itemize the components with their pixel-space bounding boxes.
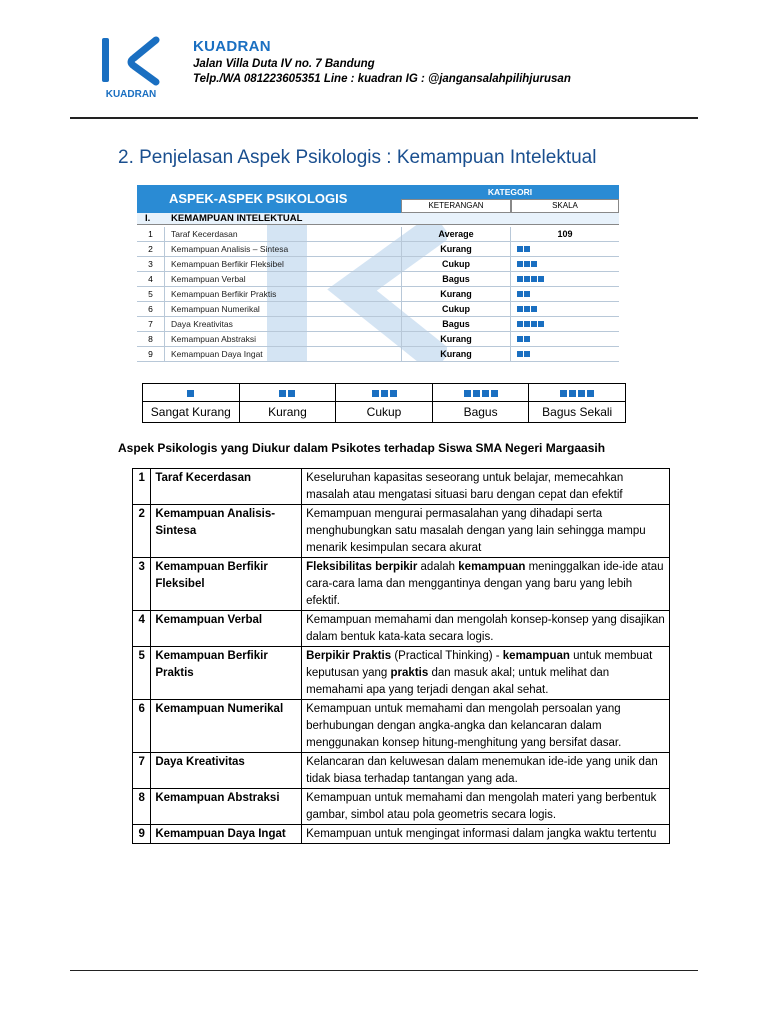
aspect-name: Kemampuan Daya Ingat bbox=[171, 349, 263, 359]
aspek-table-row bbox=[137, 242, 619, 257]
keterangan-header: KETERANGAN bbox=[401, 199, 511, 213]
aspect-description bbox=[302, 647, 670, 700]
scale-square-icon bbox=[390, 390, 397, 397]
scale-square-icon bbox=[538, 321, 544, 327]
scale-square-icon bbox=[524, 306, 530, 312]
aspect-description: Kemampuan untuk memahami dan mengolah materi yang berbentuk gambar, simbol atau pola geometris secara logis. bbox=[302, 789, 670, 825]
scale-square-icon bbox=[569, 390, 576, 397]
group-row bbox=[137, 213, 619, 225]
group-label: KEMAMPUAN INTELEKTUAL bbox=[171, 213, 303, 224]
description-fragment: untuk membuat keputusan yang bbox=[306, 650, 653, 679]
scale-square-icon bbox=[538, 276, 544, 282]
aspect-term: Kemampuan Berfikir Praktis bbox=[151, 647, 302, 700]
keterangan-value: Average bbox=[401, 227, 511, 242]
aspect-term: Kemampuan Analisis-Sintesa bbox=[151, 505, 302, 558]
contact-line: Telp./WA 081223605351 Line : kuadran IG : @jangansalahpilihjurusan bbox=[193, 73, 571, 85]
scale-square-icon bbox=[482, 390, 489, 397]
row-number: 4 bbox=[133, 611, 151, 647]
aspect-name: Kemampuan Verbal bbox=[171, 274, 246, 284]
aspect-description: Kemampuan memahami dan mengolah konsep-konsep yang disajikan dalam bentuk kata-kata secara logis. bbox=[302, 611, 670, 647]
aspek-table-row bbox=[137, 257, 619, 272]
legend-symbol-cell bbox=[143, 384, 240, 402]
description-row bbox=[133, 753, 670, 789]
group-number: I. bbox=[145, 213, 151, 224]
legend-label: Kurang bbox=[239, 402, 336, 423]
row-number: 5 bbox=[137, 287, 165, 302]
row-number: 9 bbox=[137, 347, 165, 362]
footer-divider bbox=[70, 970, 698, 971]
legend-label: Cukup bbox=[336, 402, 433, 423]
description-fragment: (Practical Thinking) - bbox=[391, 650, 503, 662]
description-fragment: dan masuk akal; untuk melihat dan memahami apa yang terjadi dengan akal sehat. bbox=[306, 667, 610, 696]
description-row bbox=[133, 505, 670, 558]
brand-name: KUADRAN bbox=[193, 38, 271, 55]
scale-squares bbox=[517, 350, 531, 359]
description-fragment: Berpikir Praktis bbox=[306, 650, 392, 662]
aspect-term: Kemampuan Abstraksi bbox=[151, 789, 302, 825]
aspect-term: Kemampuan Numerikal bbox=[151, 700, 302, 753]
scale-squares bbox=[517, 320, 545, 329]
aspek-table-row bbox=[137, 272, 619, 287]
aspect-name: Daya Kreativitas bbox=[171, 319, 233, 329]
legend-label: Bagus bbox=[432, 402, 529, 423]
aspek-table-row bbox=[137, 302, 619, 317]
scale-square-icon bbox=[491, 390, 498, 397]
logo-text: KUADRAN bbox=[105, 89, 157, 100]
scale-square-icon bbox=[517, 291, 523, 297]
section-title: 2. Penjelasan Aspek Psikologis : Kemampuan Intelektual bbox=[118, 147, 597, 168]
row-number: 6 bbox=[137, 302, 165, 317]
scale-square-icon bbox=[381, 390, 388, 397]
legend-label: Bagus Sekali bbox=[529, 402, 626, 423]
legend-label: Sangat Kurang bbox=[143, 402, 240, 423]
aspect-description bbox=[302, 558, 670, 611]
aspect-description: Kemampuan untuk memahami dan mengolah persoalan yang berhubungan dengan angka-angka dan kelancaran dalam menggunakan konsep hitung-menghitung yang bersifat dasar. bbox=[302, 700, 670, 753]
scale-squares bbox=[517, 305, 538, 314]
aspect-name: Kemampuan Berfikir Fleksibel bbox=[171, 259, 284, 269]
header-divider bbox=[70, 117, 698, 119]
scale-square-icon bbox=[187, 390, 194, 397]
aspect-term: Kemampuan Verbal bbox=[151, 611, 302, 647]
aspect-name: Kemampuan Numerikal bbox=[171, 304, 260, 314]
scale-legend-table bbox=[142, 383, 626, 423]
keterangan-value: Kurang bbox=[401, 287, 511, 302]
scale-square-icon bbox=[531, 261, 537, 267]
aspect-name: Kemampuan Analisis – Sintesa bbox=[171, 244, 289, 254]
description-fragment: praktis bbox=[390, 667, 429, 679]
keterangan-value: Cukup bbox=[401, 257, 511, 272]
scale-square-icon bbox=[524, 291, 530, 297]
skala-header: SKALA bbox=[511, 199, 619, 213]
aspect-term: Daya Kreativitas bbox=[151, 753, 302, 789]
subtitle: Aspek Psikologis yang Diukur dalam Psikotes terhadap Siswa SMA Negeri Margaasih bbox=[118, 441, 606, 455]
aspect-description-table bbox=[132, 468, 670, 844]
scale-square-icon bbox=[517, 261, 523, 267]
kategori-header: KATEGORI bbox=[401, 185, 619, 199]
aspect-name: Taraf Kecerdasan bbox=[171, 229, 238, 239]
aspect-name: Kemampuan Abstraksi bbox=[171, 334, 257, 344]
scale-square-icon bbox=[517, 306, 523, 312]
legend-symbol-cell bbox=[529, 384, 626, 402]
aspect-term: Kemampuan Berfikir Fleksibel bbox=[151, 558, 302, 611]
row-number: 2 bbox=[137, 242, 165, 257]
description-row bbox=[133, 469, 670, 505]
row-number: 8 bbox=[133, 789, 151, 825]
scale-square-icon bbox=[288, 390, 295, 397]
description-fragment: kemampuan bbox=[502, 650, 570, 662]
aspek-table-row bbox=[137, 332, 619, 347]
scale-square-icon bbox=[517, 321, 523, 327]
scale-squares bbox=[517, 290, 531, 299]
description-row bbox=[133, 558, 670, 611]
scale-square-icon bbox=[524, 261, 530, 267]
aspek-table-row bbox=[137, 347, 619, 362]
scale-squares bbox=[517, 260, 538, 269]
scale-square-icon bbox=[473, 390, 480, 397]
aspek-table-title: ASPEK-ASPEK PSIKOLOGIS bbox=[137, 185, 401, 213]
scale-square-icon bbox=[517, 246, 523, 252]
scale-square-icon bbox=[524, 351, 530, 357]
aspect-description: Kemampuan mengurai permasalahan yang dihadapi serta menghubungkan satu masalah dengan yang lain sehingga mampu menarik kesimpulan secara akurat bbox=[302, 505, 670, 558]
aspect-term: Taraf Kecerdasan bbox=[151, 469, 302, 505]
keterangan-value: Kurang bbox=[401, 242, 511, 257]
scale-square-icon bbox=[531, 276, 537, 282]
aspect-description: Keseluruhan kapasitas seseorang untuk belajar, memecahkan masalah atau mengatasi situasi baru dengan cepat dan efektif bbox=[302, 469, 670, 505]
scale-square-icon bbox=[587, 390, 594, 397]
description-fragment: kemampuan bbox=[458, 561, 526, 573]
scale-square-icon bbox=[578, 390, 585, 397]
row-number: 6 bbox=[133, 700, 151, 753]
row-number: 1 bbox=[133, 469, 151, 505]
aspek-table-row bbox=[137, 317, 619, 332]
scale-square-icon bbox=[524, 336, 530, 342]
description-row bbox=[133, 825, 670, 844]
scale-square-icon bbox=[524, 321, 530, 327]
scale-squares bbox=[517, 335, 531, 344]
scale-square-icon bbox=[464, 390, 471, 397]
row-number: 2 bbox=[133, 505, 151, 558]
scale-squares bbox=[517, 245, 531, 254]
scale-square-icon bbox=[517, 336, 523, 342]
skala-value: 109 bbox=[557, 229, 573, 239]
description-row bbox=[133, 647, 670, 700]
row-number: 5 bbox=[133, 647, 151, 700]
scale-square-icon bbox=[531, 321, 537, 327]
aspect-description: Kemampuan untuk mengingat informasi dalam jangka waktu tertentu bbox=[302, 825, 670, 844]
keterangan-value: Bagus bbox=[401, 272, 511, 287]
keterangan-value: Bagus bbox=[401, 317, 511, 332]
row-number: 7 bbox=[133, 753, 151, 789]
aspek-psikologis-table bbox=[137, 185, 619, 362]
aspek-table-row bbox=[137, 287, 619, 302]
legend-symbol-cell bbox=[336, 384, 433, 402]
aspect-term: Kemampuan Daya Ingat bbox=[151, 825, 302, 844]
aspect-description: Kelancaran dan keluwesan dalam menemukan ide-ide yang unik dan tidak biasa terhadap tantangan yang ada. bbox=[302, 753, 670, 789]
scale-squares bbox=[517, 275, 545, 284]
legend-symbol-cell bbox=[432, 384, 529, 402]
row-number: 8 bbox=[137, 332, 165, 347]
description-row bbox=[133, 611, 670, 647]
keterangan-value: Kurang bbox=[401, 347, 511, 362]
scale-square-icon bbox=[279, 390, 286, 397]
keterangan-value: Kurang bbox=[401, 332, 511, 347]
description-row bbox=[133, 789, 670, 825]
scale-square-icon bbox=[524, 246, 530, 252]
scale-square-icon bbox=[517, 276, 523, 282]
description-fragment: meninggalkan ide-ide atau cara-cara lama dan menggantinya dengan yang baru yang lebih efektif. bbox=[306, 561, 664, 607]
row-number: 3 bbox=[133, 558, 151, 611]
kuadran-logo bbox=[100, 36, 162, 100]
description-fragment: Fleksibilitas berpikir bbox=[306, 561, 418, 573]
aspek-table-row bbox=[137, 227, 619, 242]
description-row bbox=[133, 700, 670, 753]
scale-square-icon bbox=[517, 351, 523, 357]
keterangan-value: Cukup bbox=[401, 302, 511, 317]
description-fragment: adalah bbox=[417, 561, 459, 573]
legend-symbol-cell bbox=[239, 384, 336, 402]
row-number: 1 bbox=[137, 227, 165, 242]
row-number: 7 bbox=[137, 317, 165, 332]
scale-square-icon bbox=[560, 390, 567, 397]
row-number: 3 bbox=[137, 257, 165, 272]
scale-square-icon bbox=[524, 276, 530, 282]
aspect-name: Kemampuan Berfikir Praktis bbox=[171, 289, 277, 299]
row-number: 9 bbox=[133, 825, 151, 844]
scale-square-icon bbox=[531, 306, 537, 312]
scale-square-icon bbox=[372, 390, 379, 397]
row-number: 4 bbox=[137, 272, 165, 287]
address-line: Jalan Villa Duta IV no. 7 Bandung bbox=[193, 58, 375, 70]
